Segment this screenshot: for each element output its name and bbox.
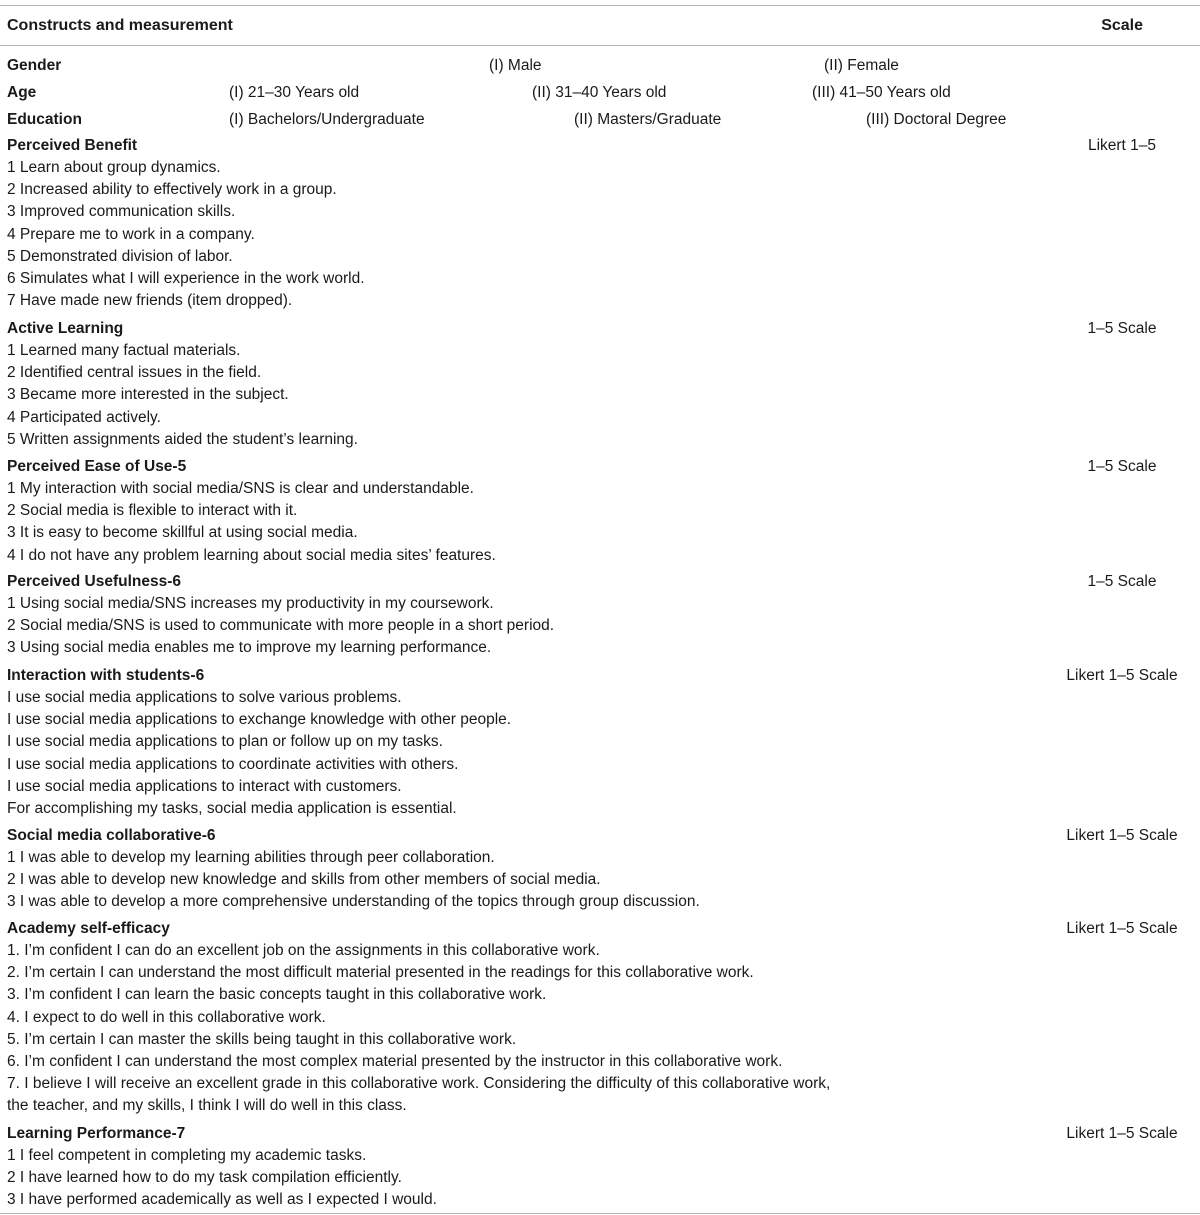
construct-title: Interaction with students-6: [7, 667, 205, 684]
construct-item: 7. I believe I will receive an excellent grade in this collaborative work. Considering the difficulty of this collaborative work,: [7, 1075, 831, 1092]
construct-scale: 1–5 Scale: [1087, 320, 1157, 337]
construct-title: Perceived Ease of Use-5: [7, 458, 187, 475]
construct-item: 3 I have performed academically as well as I expected I would.: [7, 1191, 437, 1208]
header-constructs: Constructs and measurement: [7, 17, 233, 34]
construct-item: 2 I was able to develop new knowledge and skills from other members of social media.: [7, 871, 601, 888]
age-option: (II) 31–40 Years old: [532, 84, 667, 101]
construct-item: 3 Became more interested in the subject.: [7, 386, 289, 403]
demographic-label-age: Age: [7, 84, 37, 101]
construct-item: 2 Increased ability to effectively work in a group.: [7, 181, 337, 198]
construct-title: Perceived Usefulness-6: [7, 573, 182, 590]
construct-item: 3 It is easy to become skillful at using social media.: [7, 524, 358, 541]
top-rule: [0, 5, 1200, 6]
construct-item: 2 Identified central issues in the field.: [7, 364, 262, 381]
construct-item: 6. I’m confident I can understand the most complex material presented by the instructor in this collaborative work.: [7, 1053, 783, 1070]
construct-item: 1 My interaction with social media/SNS is clear and understandable.: [7, 480, 474, 497]
construct-item: I use social media applications to solve various problems.: [7, 689, 402, 706]
construct-item: 4 I do not have any problem learning about social media sites’ features.: [7, 547, 496, 564]
construct-item: 4. I expect to do well in this collaborative work.: [7, 1009, 326, 1026]
construct-item: 6 Simulates what I will experience in the work world.: [7, 270, 365, 287]
construct-item: 7 Have made new friends (item dropped).: [7, 292, 293, 309]
construct-item: 1 I was able to develop my learning abilities through peer collaboration.: [7, 849, 495, 866]
construct-item: 1 Learned many factual materials.: [7, 342, 241, 359]
construct-item: 3 Improved communication skills.: [7, 203, 236, 220]
construct-scale: Likert 1–5: [1087, 137, 1157, 154]
construct-item: I use social media applications to exchange knowledge with other people.: [7, 711, 512, 728]
construct-title: Perceived Benefit: [7, 137, 138, 154]
construct-item: 2 I have learned how to do my task compilation efficiently.: [7, 1169, 402, 1186]
age-option: (III) 41–50 Years old: [812, 84, 951, 101]
bottom-rule: [0, 1213, 1200, 1214]
construct-item: 2. I’m certain I can understand the most difficult material presented in the readings for this collaborative work.: [7, 964, 754, 981]
construct-title: Active Learning: [7, 320, 124, 337]
construct-item: I use social media applications to plan or follow up on my tasks.: [7, 733, 443, 750]
construct-scale: Likert 1–5 Scale: [1066, 667, 1178, 684]
construct-item: For accomplishing my tasks, social media application is essential.: [7, 800, 457, 817]
construct-item: I use social media applications to interact with customers.: [7, 778, 402, 795]
construct-item: 1 Using social media/SNS increases my productivity in my coursework.: [7, 595, 494, 612]
construct-item: I use social media applications to coordinate activities with others.: [7, 756, 459, 773]
construct-item: 1 Learn about group dynamics.: [7, 159, 221, 176]
construct-item: the teacher, and my skills, I think I will do well in this class.: [7, 1097, 407, 1114]
construct-item: 2 Social media is flexible to interact with it.: [7, 502, 298, 519]
construct-item: 4 Participated actively.: [7, 409, 161, 426]
construct-item: 4 Prepare me to work in a company.: [7, 226, 255, 243]
construct-item: 3. I’m confident I can learn the basic concepts taught in this collaborative work.: [7, 986, 547, 1003]
education-option: (II) Masters/Graduate: [574, 111, 722, 128]
construct-item: 3 Using social media enables me to improve my learning performance.: [7, 639, 492, 656]
construct-item: 1. I’m confident I can do an excellent job on the assignments in this collaborative work.: [7, 942, 600, 959]
construct-item: 5 Written assignments aided the student’s learning.: [7, 431, 358, 448]
construct-item: 5 Demonstrated division of labor.: [7, 248, 233, 265]
education-option: (III) Doctoral Degree: [866, 111, 1007, 128]
education-option: (I) Bachelors/Undergraduate: [229, 111, 425, 128]
construct-scale: 1–5 Scale: [1087, 573, 1157, 590]
gender-option: (II) Female: [824, 57, 899, 74]
construct-scale: Likert 1–5 Scale: [1066, 920, 1178, 937]
construct-title: Academy self-efficacy: [7, 920, 170, 937]
construct-title: Learning Performance-7: [7, 1125, 186, 1142]
construct-scale: 1–5 Scale: [1087, 458, 1157, 475]
construct-scale: Likert 1–5 Scale: [1066, 1125, 1178, 1142]
construct-item: 1 I feel competent in completing my academic tasks.: [7, 1147, 367, 1164]
header-scale: Scale: [1101, 17, 1143, 34]
construct-item: 5. I’m certain I can master the skills being taught in this collaborative work.: [7, 1031, 517, 1048]
construct-scale: Likert 1–5 Scale: [1066, 827, 1178, 844]
age-option: (I) 21–30 Years old: [229, 84, 360, 101]
demographic-label-gender: Gender: [7, 57, 62, 74]
demographic-label-education: Education: [7, 111, 82, 128]
construct-item: 3 I was able to develop a more comprehensive understanding of the topics through group discussion.: [7, 893, 700, 910]
header-rule: [0, 45, 1200, 46]
construct-item: 2 Social media/SNS is used to communicate with more people in a short period.: [7, 617, 555, 634]
construct-title: Social media collaborative-6: [7, 827, 216, 844]
gender-option: (I) Male: [489, 57, 542, 74]
